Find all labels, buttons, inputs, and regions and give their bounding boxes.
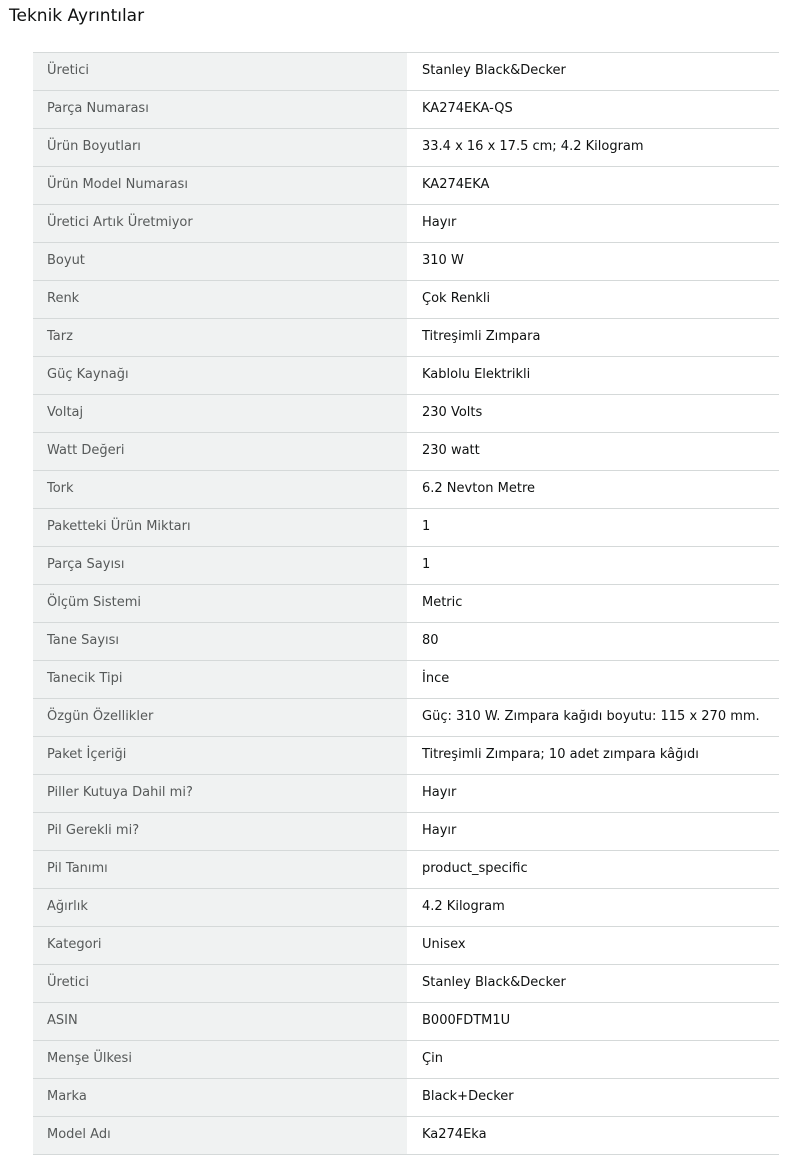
spec-row (33, 91, 779, 129)
spec-label: Kategori (33, 927, 407, 965)
spec-label: Watt Değeri (33, 433, 407, 471)
spec-value: KA274EKA-QS (407, 91, 779, 129)
spec-row (33, 471, 779, 509)
spec-value: 230 watt (407, 433, 779, 471)
section-title: Teknik Ayrıntılar (9, 6, 145, 26)
spec-label: Model Adı (33, 1117, 407, 1155)
spec-row (33, 281, 779, 319)
spec-value: Titreşimli Zımpara; 10 adet zımpara kâğıdı (407, 737, 779, 775)
spec-row (33, 965, 779, 1003)
spec-row (33, 851, 779, 889)
spec-value: Black+Decker (407, 1079, 779, 1117)
spec-label: ASIN (33, 1003, 407, 1041)
spec-row (33, 547, 779, 585)
spec-row (33, 395, 779, 433)
spec-value: Hayır (407, 813, 779, 851)
spec-value: 4.2 Kilogram (407, 889, 779, 927)
spec-label: Marka (33, 1079, 407, 1117)
spec-value: Ka274Eka (407, 1117, 779, 1155)
spec-value: Stanley Black&Decker (407, 965, 779, 1003)
spec-value: Stanley Black&Decker (407, 53, 779, 91)
spec-table-body (33, 53, 779, 1155)
spec-label: Tane Sayısı (33, 623, 407, 661)
spec-label: Boyut (33, 243, 407, 281)
spec-row (33, 433, 779, 471)
spec-label: Üretici (33, 53, 407, 91)
spec-value: Çin (407, 1041, 779, 1079)
spec-row (33, 129, 779, 167)
spec-label: Ürün Model Numarası (33, 167, 407, 205)
spec-row (33, 661, 779, 699)
spec-row (33, 167, 779, 205)
spec-row (33, 357, 779, 395)
spec-label: Voltaj (33, 395, 407, 433)
spec-row (33, 509, 779, 547)
spec-value: 80 (407, 623, 779, 661)
spec-row (33, 53, 779, 91)
spec-value: 310 W (407, 243, 779, 281)
spec-value: KA274EKA (407, 167, 779, 205)
spec-row (33, 927, 779, 965)
spec-value: 1 (407, 547, 779, 585)
spec-value: B000FDTM1U (407, 1003, 779, 1041)
spec-label: Pil Gerekli mi? (33, 813, 407, 851)
spec-value: İnce (407, 661, 779, 699)
spec-row (33, 1041, 779, 1079)
spec-label: Piller Kutuya Dahil mi? (33, 775, 407, 813)
spec-row (33, 243, 779, 281)
spec-row (33, 1117, 779, 1155)
spec-label: Paketteki Ürün Miktarı (33, 509, 407, 547)
spec-value: Güç: 310 W. Zımpara kağıdı boyutu: 115 x 270 mm. (407, 699, 779, 737)
spec-row (33, 623, 779, 661)
spec-label: Üretici Artık Üretmiyor (33, 205, 407, 243)
spec-row (33, 1079, 779, 1117)
spec-label: Güç Kaynağı (33, 357, 407, 395)
spec-table (33, 52, 779, 1155)
spec-value: 230 Volts (407, 395, 779, 433)
spec-row (33, 889, 779, 927)
spec-value: Hayır (407, 205, 779, 243)
spec-label: Paket İçeriği (33, 737, 407, 775)
spec-value: Kablolu Elektrikli (407, 357, 779, 395)
spec-label: Tork (33, 471, 407, 509)
spec-value: Metric (407, 585, 779, 623)
spec-value: Unisex (407, 927, 779, 965)
spec-row (33, 737, 779, 775)
spec-value: Hayır (407, 775, 779, 813)
spec-label: Pil Tanımı (33, 851, 407, 889)
spec-value: 6.2 Nevton Metre (407, 471, 779, 509)
spec-label: Üretici (33, 965, 407, 1003)
spec-row (33, 699, 779, 737)
spec-value: 1 (407, 509, 779, 547)
spec-row (33, 813, 779, 851)
spec-value: product_specific (407, 851, 779, 889)
spec-value: 33.4 x 16 x 17.5 cm; 4.2 Kilogram (407, 129, 779, 167)
spec-label: Parça Sayısı (33, 547, 407, 585)
spec-label: Ölçüm Sistemi (33, 585, 407, 623)
spec-label: Özgün Özellikler (33, 699, 407, 737)
spec-row (33, 585, 779, 623)
spec-row (33, 319, 779, 357)
spec-row (33, 775, 779, 813)
spec-label: Menşe Ülkesi (33, 1041, 407, 1079)
spec-label: Ürün Boyutları (33, 129, 407, 167)
spec-value: Titreşimli Zımpara (407, 319, 779, 357)
spec-row (33, 1003, 779, 1041)
spec-value: Çok Renkli (407, 281, 779, 319)
spec-label: Tanecik Tipi (33, 661, 407, 699)
spec-label: Renk (33, 281, 407, 319)
spec-label: Ağırlık (33, 889, 407, 927)
spec-row (33, 205, 779, 243)
spec-label: Parça Numarası (33, 91, 407, 129)
spec-label: Tarz (33, 319, 407, 357)
